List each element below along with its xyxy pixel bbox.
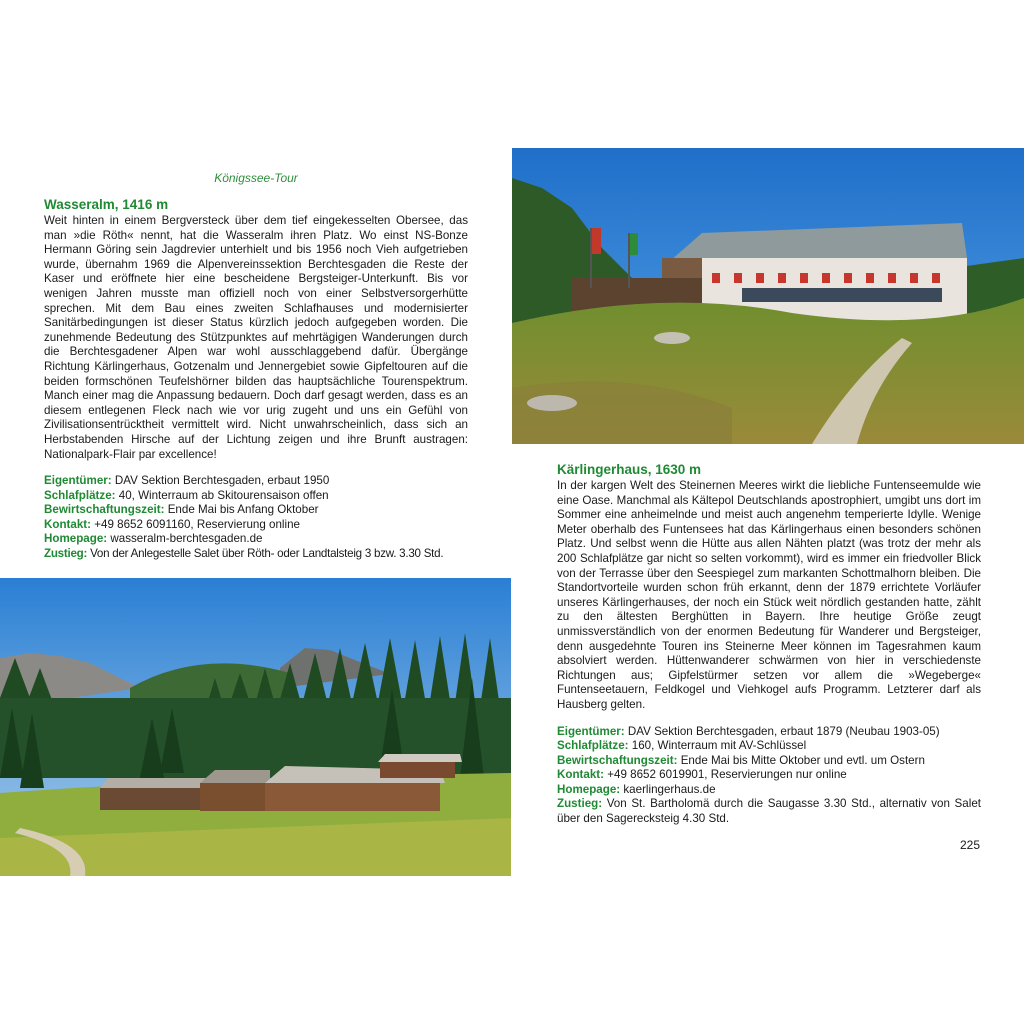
fact-owner [557,725,981,740]
wasseralm-text: Weit hinten in einem Bergversteck über dem tief eingekesselten Obersee, das man »die Röth« nennt, hat die Wasseralm ihren Platz. Wo einst NS-Bonze Hermann Göring sein Jagdrevier unterhielt und bis 1956 noch Vieh aufgetrieben wurde, übernahm 1969 die Alpenvereinssektion Berchtesgaden die Reste der Kaser und eröffnete hier eine bescheidene Bergsteiger-Unterkunft. Bis vor wenigen Jahren musste man offiziell noch von einer Selbstversorgerhütte sprechen. Mit dem Bau eines zweiten Schlafhauses und modernisierter Sanitärbedingungen ist dieser Status kürzlich jedoch aufgegeben worden. Die zunehmende Bedeutung des Stützpunktes auf mehrtägigen Wanderungen durch die Berchtesgadener Alpen war wohl ausschlaggebend dafür. Übergänge Richtung Kärlingerhaus, Gotzenalm und Jennergebiet sowie Gipfeltouren auf die beiden formschönen Teufelshörner bilden das hauptsächliche Tourenspektrum. Manch einer mag die Anpassung bedauern. Doch darf gesagt werden, dass es an diesem entlegenen Fleck nach wie vor urig zugeht und uns ein Gefühl von Zivilisationsentrücktheit vermittelt wird. Nicht unwahrscheinlich, dass sich an Herbstabenden Hirsche auf der Lichtung zeigen und ihre Brunft austragen: Nationalpark-Flair par excellence! [44,214,468,461]
fact-access [44,547,468,562]
fact-value: +49 8652 6019901, Reservierungen nur online [607,768,847,782]
fact-label: Schlafplätze: [44,488,116,502]
fact-label: Eigentümer: [557,724,625,738]
fact-value: Ende Mai bis Anfang Oktober [167,503,319,517]
fact-value: +49 8652 6091160, Reservierung online [94,517,300,531]
kaerlingerhaus-section [557,462,981,827]
page-number: 225 [959,838,980,852]
kaerlingerhaus-photo [512,148,1024,444]
fact-label: Homepage: [557,782,621,796]
fact-value: 40, Winterraum ab Skitourensaison offen [118,488,329,502]
wasseralm-photo [0,578,511,876]
fact-label: Bewirtschaftungszeit: [557,753,678,767]
fact-beds [557,739,981,754]
running-head: Königssee-Tour [214,171,298,185]
fact-value: kaerlingerhaus.de [623,782,716,796]
fact-beds [44,489,468,504]
fact-contact [44,518,468,533]
fact-homepage [557,783,981,798]
fact-value: Ende Mai bis Mitte Oktober und evtl. um Ostern [680,753,925,767]
fact-owner [44,474,468,489]
kaerlingerhaus-text: In der kargen Welt des Steinernen Meeres wirkt die liebliche Funtenseemulde wie eine Oase. Manchmal als Kältepol Deutschlands apostrophiert, umgibt uns dort im Sommer eine anheimelnde und meist auch angenehm temperierte Idylle. Wenige Meter oberhalb des Funtensees hat das Kärlingerhaus einen besonders schönen Platz. Und selbst wenn die Hütte aus allen Nähten platzt (was trotz der mehr als 200 Schlafplätze gar nicht so selten vorkommt), wird es immer ein friedvoller Blick von der Terrasse über den Seespiegel zum markanten Schottmalhorn bleiben. Die Standortvorteile wurden schon früh erkannt, denn der 1879 errichtete Vorläufer unseres Kärlingerhauses, der noch ein Stück weit nördlich gestanden hatte, zählt zu den ältesten Berghütten in Bayern. Ihre heutige Größe zeugt unmissverständlich von der enormen Bedeutung für Wanderer und Bergsteiger, denn ausgedehnte Touren ins Steinerne Meer können im Tagesrahmen kaum absolviert werden. Hüttenwanderer schwärmen von hier in verschiedenste Richtungen aus; Gipfelstürmer setzen vor allem die »Wegeberge« Funtenseetauern, Feldkogel und Viehkogel aufs Programm. Letzterer darf als Hausberg gelten. [557,479,981,711]
fact-value: Von der Anlegestelle Salet über Röth- oder Landtalsteig 3 bzw. 3.30 Std. [90,547,444,561]
fact-homepage [44,532,468,547]
fact-value: Von St. Bartholomä durch die Saugasse 3.30 Std., alternativ von Salet über den Sagerecksteig 4.30 Std. [557,797,981,826]
fact-label: Homepage: [44,532,108,546]
fact-label: Kontakt: [44,517,92,531]
fact-value: DAV Sektion Berchtesgaden, erbaut 1950 [114,474,330,488]
fact-contact [557,768,981,783]
fact-label: Bewirtschaftungszeit: [44,503,165,517]
kaerlingerhaus-title: Kärlingerhaus, 1630 m [557,462,702,477]
fact-value: DAV Sektion Berchtesgaden, erbaut 1879 (Neubau 1903-05) [627,724,940,738]
fact-access [557,797,981,826]
fact-label: Eigentümer: [44,474,112,488]
fact-label: Zustieg: [44,547,88,561]
wasseralm-facts [44,474,468,562]
fact-value: 160, Winterraum mit AV-Schlüssel [631,739,807,753]
fact-label: Kontakt: [557,768,605,782]
wasseralm-title: Wasseralm, 1416 m [44,197,169,212]
kaerlingerhaus-facts [557,725,981,827]
wasseralm-section [44,197,468,562]
fact-label: Schlafplätze: [557,739,629,753]
fact-label: Zustieg: [557,797,603,811]
fact-season [557,754,981,769]
fact-season [44,503,468,518]
fact-value: wasseralm-berchtesgaden.de [110,532,263,546]
